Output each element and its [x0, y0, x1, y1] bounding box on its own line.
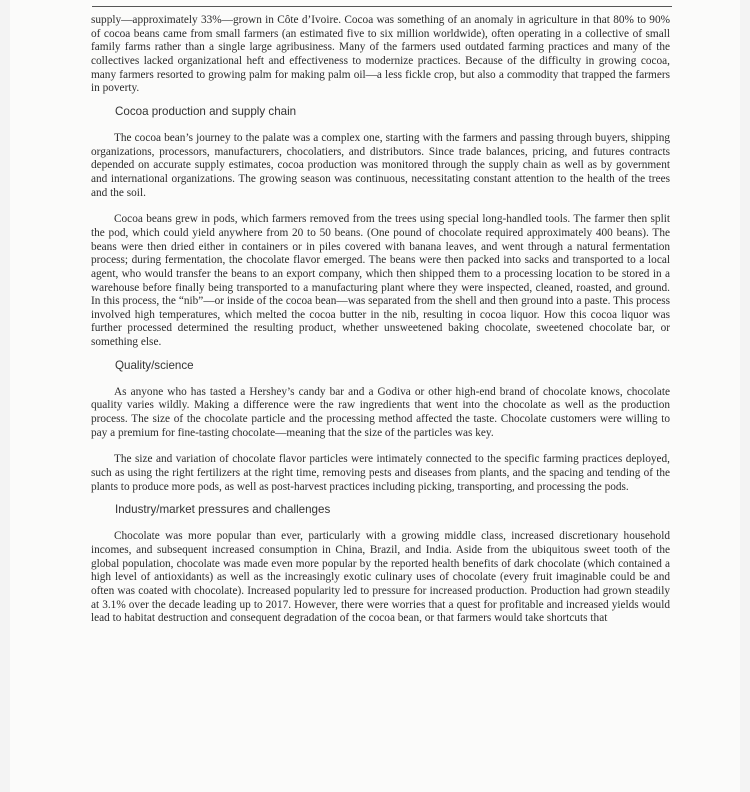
- document-page: [10, 0, 740, 792]
- section-heading-cocoa-production: Cocoa production and supply chain: [115, 104, 297, 118]
- section-heading-quality-science: Quality/science: [115, 358, 194, 372]
- paragraph-market-popularity: Chocolate was more popular than ever, particularly with a growing middle class, increased discretionary household incomes, and subsequent increased consumption in China, Brazil, and India. Aside from the ubiquitous sweet tooth of the global population, chocolate was made even more popular by the reported health benefits of dark chocolate (which contained a high level of antioxidants) as well as the increasingly exotic culinary uses of chocolate (every fruit imaginable could be and often was coated with chocolate). Increased popularity led to pressure for increased production. Production had grown steadily at 3.1% over the decade leading up to 2017. However, there were worries that a quest for profitable and increased yields would lead to habitat destruction and consequent degradation of the cocoa bean, or that farmers would take shortcuts that: [91, 530, 670, 625]
- paragraph-cocoa-pods: Cocoa beans grew in pods, which farmers removed from the trees using special long-handled tools. The farmer then split the pod, which could yield anywhere from 20 to 50 beans. (One pound of chocolate required approximately 400 beans). The beans were then dried either in containers or in piles covered with banana leaves, and went through a natural fermentation process; during fermentation, the chocolate flavor emerged. The beans were then packed into sacks and transported to a local agent, who would transfer the beans to an export company, which then shipped them to a processing location to be stored in a warehouse before finally being transported to a manufacturing plant where they were inspected, cleaned, roasted, and ground. In this process, the “nib”—or inside of the cocoa bean—was separated from the shell and then ground into a paste. This process involved high temperatures, which melted the cocoa butter in the nib, resulting in cocoa liquor. How this cocoa liquor was further processed determined the resulting product, whether unsweetened baking chocolate, sweetened chocolate bar, or something else.: [91, 213, 670, 349]
- page-body: [91, 14, 670, 626]
- section-heading-industry-pressures: Industry/market pressures and challenges: [115, 503, 331, 517]
- header-rule: [92, 6, 672, 7]
- paragraph-continued: supply—approximately 33%—grown in Côte d’Ivoire. Cocoa was something of an anomaly in agriculture in that 80% to 90% of cocoa beans came from small farmers (an estimated five to six million worldwide), often operating in a collective of small family farms rather than a single large agribusiness. Many of the farmers used outdated farming practices and many of the collectives lacked organizational heft and effectiveness to modernize practices. Because of the difficulty in growing cocoa, many farmers resorted to growing palm for making palm oil—a less fickle crop, but also a commodity that trapped the farmers in poverty.: [91, 14, 670, 95]
- paragraph-flavor-particles: The size and variation of chocolate flavor particles were intimately connected to the specific farming practices deployed, such as using the right fertilizers at the right time, removing pests and diseases from plants, and the spacing and tending of the plants to produce more pods, as well as post-harvest practices including picking, transporting, and processing the pods.: [91, 453, 670, 493]
- paragraph-chocolate-quality: As anyone who has tasted a Hershey’s candy bar and a Godiva or other high-end brand of chocolate knows, chocolate quality varies wildly. Making a difference were the raw ingredients that went into the chocolate as well as the production process. The size of the chocolate particle and the processing method affected the taste. Chocolate customers were willing to pay a premium for fine-tasting chocolate—meaning that the size of the particles was key.: [91, 385, 670, 439]
- paragraph-supply-chain: The cocoa bean’s journey to the palate was a complex one, starting with the farmers and passing through buyers, shipping organizations, processors, manufacturers, chocolatiers, and distributors. Since trade balances, pricing, and futures contracts depended on accurate supply estimates, cocoa production was monitored through the supply chain as well as by government and international organizations. The growing season was continuous, necessitating constant attention to the health of the trees and the soil.: [91, 131, 670, 199]
